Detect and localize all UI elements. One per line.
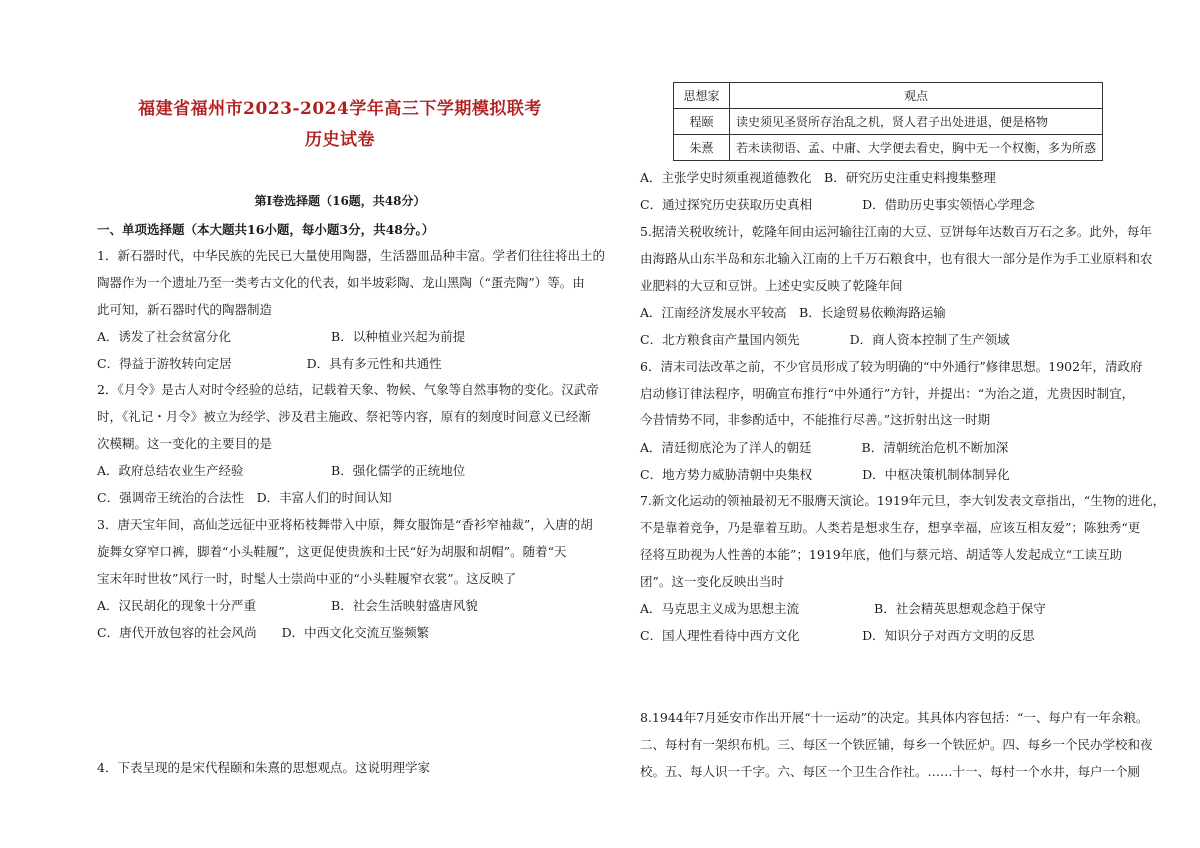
question-4-options-cd: C．通过探究历史获取历史真相 D．借助历史事实领悟心学理念 — [640, 197, 1035, 212]
question-1-line-1: 1．新石器时代，中华民族的先民已大量使用陶器，生活器皿品种丰富。学者们往往将出土的 — [97, 248, 605, 263]
question-3-line-3: 宝末年时世妆”风行一时，时髦人士崇尚中亚的“小头鞋履窄衣裳”。这反映了 — [97, 571, 517, 586]
table-row — [674, 109, 1103, 135]
question-1-options-cd: C．得益于游牧转向定居 D．具有多元性和共通性 — [97, 356, 442, 371]
question-4-stem: 4．下表呈现的是宋代程颐和朱熹的思想观点。这说明理学家 — [97, 760, 430, 775]
part-heading: 一、单项选择题（本大题共16小题，每小题3分，共48分。） — [97, 222, 435, 237]
table-cell-thinker: 程颐 — [674, 109, 730, 135]
question-2-options-cd: C．强调帝王统治的合法性 D．丰富人们的时间认知 — [97, 490, 392, 505]
question-7-line-4: 团”。这一变化反映出当时 — [640, 574, 784, 589]
question-7-options-ab: A．马克思主义成为思想主流 B．社会精英思想观念趋于保守 — [640, 601, 1046, 616]
question-6-line-3: 今昔情势不同，非参酌适中，不能推行尽善。”这折射出这一时期 — [640, 412, 991, 427]
question-3-options-ab: A．汉民胡化的现象十分严重 B．社会生活映射盛唐风貌 — [97, 598, 478, 613]
question-8-line-1: 8.1944年7月延安市作出开展“十一运动”的决定。其具体内容包括：“一、每户有一年余粮。 — [640, 710, 1149, 725]
table-row — [674, 135, 1103, 161]
question-8-line-3: 校。五、每人识一千字。六、每区一个卫生合作社。……十一、每村一个水井，每户一个厕 — [640, 764, 1141, 779]
question-2-line-2: 时，《礼记・月令》被立为经学、涉及君主施政、祭祀等内容，原有的刻度时间意义已经渐 — [97, 409, 591, 424]
question-7-line-2: 不是靠着竞争，乃是靠着互助。人类若是想求生存，想享幸福，应该互相友爱”；陈独秀“更 — [640, 520, 1141, 535]
table-header-row — [674, 83, 1103, 109]
question-3-line-1: 3．唐天宝年间，高仙芝远征中亚将柘枝舞带入中原，舞女服饰是“香衫窄袖裁”，入唐的胡 — [97, 517, 593, 532]
exam-subtitle: 历史试卷 — [305, 130, 375, 150]
question-6-line-1: 6．清末司法改革之前，不少官员形成了较为明确的“中外通行”修律思想。1902年，清政府 — [640, 359, 1143, 374]
question-6-options-cd: C．地方势力威胁清朝中央集权 D．中枢决策机制体制异化 — [640, 467, 1010, 482]
question-3-options-cd: C．唐代开放包容的社会风尚 D．中西文化交流互鉴频繁 — [97, 625, 430, 640]
question-6-options-ab: A．清廷彻底沦为了洋人的朝廷 B．清朝统治危机不断加深 — [640, 440, 1009, 455]
exam-title: 福建省福州市2023-2024学年高三下学期模拟联考 — [138, 99, 542, 119]
question-5-options-ab: A．江南经济发展水平较高 B．长途贸易依赖海路运输 — [640, 305, 946, 320]
table-cell-view: 读史须见圣贤所存治乱之机，贤人君子出处进退，便是格物 — [729, 109, 1102, 135]
table-cell-thinker: 朱熹 — [674, 135, 730, 161]
section-title: 第I卷选择题（16题，共48分） — [254, 194, 426, 208]
question-1-line-2: 陶器作为一个遗址乃至一类考古文化的代表，如半坡彩陶、龙山黑陶（“蛋壳陶”）等。由 — [97, 275, 585, 290]
question-6-line-2: 启动修订律法程序，明确宣布推行“中外通行”方针，并提出：“为治之道，尤贵因时制宜， — [640, 386, 1135, 401]
question-2-options-ab: A．政府总结农业生产经验 B．强化儒学的正统地位 — [97, 463, 466, 478]
question-1-options-ab: A．诱发了社会贫富分化 B．以种植业兴起为前提 — [97, 329, 466, 344]
question-7-line-3: 径将互助视为人性善的本能”；1919年底，他们与蔡元培、胡适等人发起成立“工读互助 — [640, 547, 1123, 562]
question-2-line-1: 2．《月令》是古人对时令经验的总结，记载着天象、物候、气象等自然事物的变化。汉武帝 — [97, 382, 599, 397]
question-3-line-2: 旋舞女穿窄口裤，脚着“小头鞋履”，这更促使贵族和士民“好为胡服和胡帽”。随着“天 — [97, 544, 567, 559]
question-1-line-3: 此可知，新石器时代的陶器制造 — [97, 302, 273, 317]
question-5-options-cd: C．北方粮食亩产量国内领先 D．商人资本控制了生产领域 — [640, 332, 1010, 347]
question-5-line-1: 5.据清关税收统计，乾隆年间由运河输往江南的大豆、豆饼每年达数百万石之多。此外，每年 — [640, 224, 1152, 239]
question-8-line-2: 二、每村有一架织布机。三、每区一个铁匠铺，每乡一个铁匠炉。四、每乡一个民办学校和夜 — [640, 737, 1153, 752]
table-header-view: 观点 — [729, 83, 1102, 109]
thinkers-table — [673, 82, 1103, 161]
table-header-thinker: 思想家 — [674, 83, 730, 109]
question-7-options-cd: C．国人理性看待中西方文化 D．知识分子对西方文明的反思 — [640, 628, 1035, 643]
question-5-line-3: 业肥料的大豆和豆饼。上述史实反映了乾隆年间 — [640, 278, 903, 293]
question-5-line-2: 由海路从山东半岛和东北输入江南的上千万石粮食中，也有很大一部分是作为手工业原料和农 — [640, 251, 1153, 266]
table-cell-view: 若未读彻语、孟、中庸、大学便去看史，胸中无一个权衡，多为所惑 — [729, 135, 1102, 161]
question-2-line-3: 次模糊。这一变化的主要目的是 — [97, 436, 273, 451]
question-4-options-ab: A．主张学史时须重视道德教化 B．研究历史注重史料搜集整理 — [640, 170, 996, 185]
question-7-line-1: 7.新文化运动的领袖最初无不服膺天演论。1919年元旦，李大钊发表文章指出，“生物的进化， — [640, 493, 1166, 508]
